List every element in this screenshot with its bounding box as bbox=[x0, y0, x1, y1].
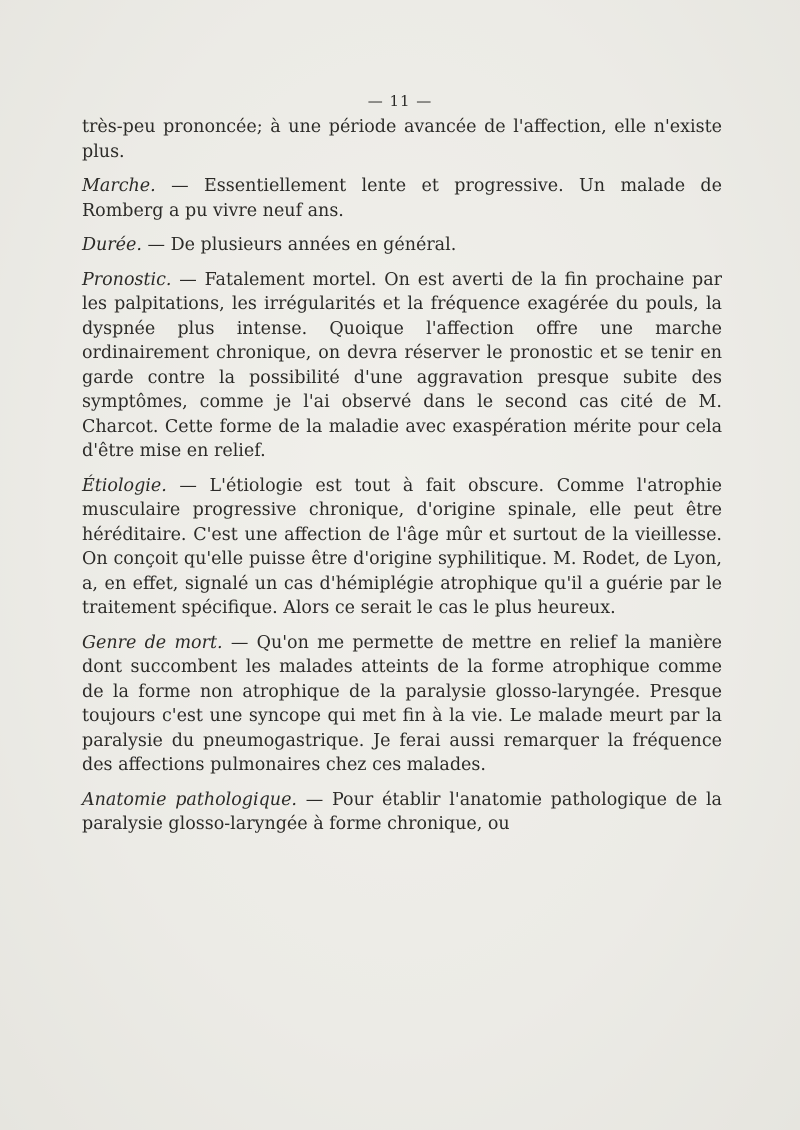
paragraph-text: — Qu'on me permette de mettre en relief la manière dont succombent les malades atteints de la forme atrophique comme de la forme non atrophique de la paralysie glosso-laryngée. Presque toujours c'est une syncope qui met fin à la vie. Le malade meurt par la paralysie du pneumogastrique. Je ferai aussi remarquer la fréquence des affections pulmonaires chez ces malades. bbox=[82, 632, 722, 775]
paragraph-duree bbox=[82, 233, 722, 258]
paragraph-anatomie-pathologique bbox=[82, 788, 722, 837]
body-text bbox=[82, 115, 722, 847]
paragraph-etiologie bbox=[82, 474, 722, 621]
paragraph-heading: Marche. bbox=[82, 176, 156, 196]
paragraph-heading: Durée. bbox=[82, 235, 142, 255]
paragraph-text: — Essentiellement lente et progressive. Un malade de Romberg a pu vivre neuf ans. bbox=[82, 176, 722, 221]
paragraph-text: — De plusieurs années en général. bbox=[141, 235, 457, 255]
paragraph-continuation bbox=[82, 115, 722, 164]
paragraph-text: — Fatalement mortel. On est averti de la fin prochaine par les palpitations, les irrégularités et la fréquence exagérée du pouls, la dyspnée plus intense. Quoique l'affection offre une marche ordinairement chronique, on devra réserver le pronostic et se tenir en garde contre la possibilité d'une aggravation presque subite des symptômes, comme je l'ai observé dans le second cas cité de M. Charcot. Cette forme de la maladie avec exaspération mérite pour cela d'être mise en relief. bbox=[82, 269, 722, 461]
paragraph-text: très-peu prononcée; à une période avancée de l'affection, elle n'existe plus. bbox=[82, 117, 722, 162]
paragraph-heading: Anatomie pathologique. bbox=[82, 789, 297, 810]
paragraph-heading: Étiologie. bbox=[82, 475, 167, 496]
page-number: — 11 — bbox=[367, 92, 433, 110]
paragraph-heading: Genre de mort. bbox=[82, 632, 223, 653]
paragraph-text: — Pour établir l'anatomie pathologique de la paralysie glosso-laryngée à forme chronique, ou bbox=[82, 789, 722, 834]
paragraph-heading: Pronostic. bbox=[82, 269, 172, 290]
paragraph-marche bbox=[82, 174, 722, 223]
paragraph-text: — L'étiologie est tout à fait obscure. Comme l'atrophie musculaire progressive chronique, d'origine spinale, elle peut être héréditaire. C'est une affection de l'âge mûr et surtout de la vieillesse. On conçoit qu'elle puisse être d'origine syphilitique. M. Rodet, de Lyon, a, en effet, signalé un cas d'hémiplégie atrophique qu'il a guérie par le traitement spécifique. Alors ce serait le cas le plus heureux. bbox=[82, 475, 722, 618]
paragraph-genre-de-mort bbox=[82, 631, 722, 778]
paragraph-pronostic bbox=[82, 268, 722, 464]
